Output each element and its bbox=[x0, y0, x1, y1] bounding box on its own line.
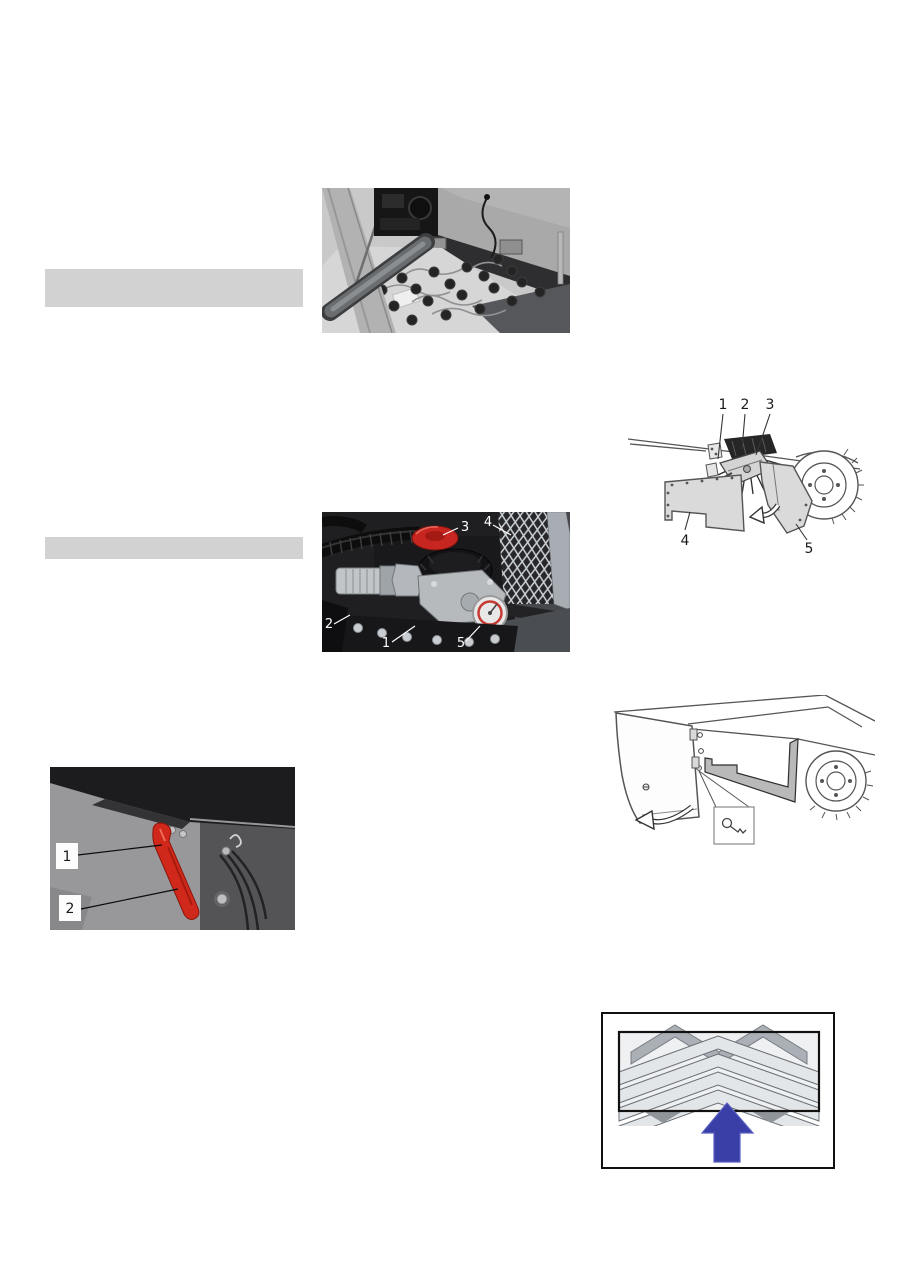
wheel bbox=[806, 751, 873, 820]
callout-5-label: 5 bbox=[456, 636, 466, 651]
component-housing bbox=[374, 188, 438, 236]
side-brush-diagram bbox=[620, 393, 865, 558]
callout-2-label: 2 bbox=[65, 901, 75, 917]
red-filler-cap bbox=[412, 526, 458, 550]
seal-strip bbox=[705, 739, 798, 802]
lower-bolt bbox=[215, 892, 229, 906]
callout-1-label: 1 bbox=[62, 849, 72, 865]
callout-4-label: 4 bbox=[680, 533, 690, 549]
open-panel bbox=[616, 713, 699, 823]
filter-pleat-diagram bbox=[601, 1012, 835, 1169]
callout-5-label: 5 bbox=[804, 541, 814, 557]
redacted-heading-bar-2 bbox=[45, 537, 303, 559]
battery-compartment-photo bbox=[322, 188, 570, 333]
pivot-bolt bbox=[180, 831, 187, 838]
lever-photo bbox=[50, 767, 295, 930]
callout-2-label: 2 bbox=[324, 617, 334, 632]
hydraulic-unit-photo bbox=[322, 512, 570, 652]
callout-1-label: 1 bbox=[381, 636, 391, 651]
dark-side-panel bbox=[200, 822, 295, 930]
callout-2-label: 2 bbox=[740, 397, 750, 413]
left-skirt-panel bbox=[665, 475, 744, 531]
callout-3-label: 3 bbox=[765, 397, 775, 413]
side-panel-diagram bbox=[600, 695, 875, 858]
callout-3-label: 3 bbox=[460, 520, 470, 535]
callout-1-label: 1 bbox=[718, 397, 728, 413]
callout-4-label: 4 bbox=[483, 515, 493, 530]
redacted-heading-bar-1 bbox=[45, 269, 303, 307]
